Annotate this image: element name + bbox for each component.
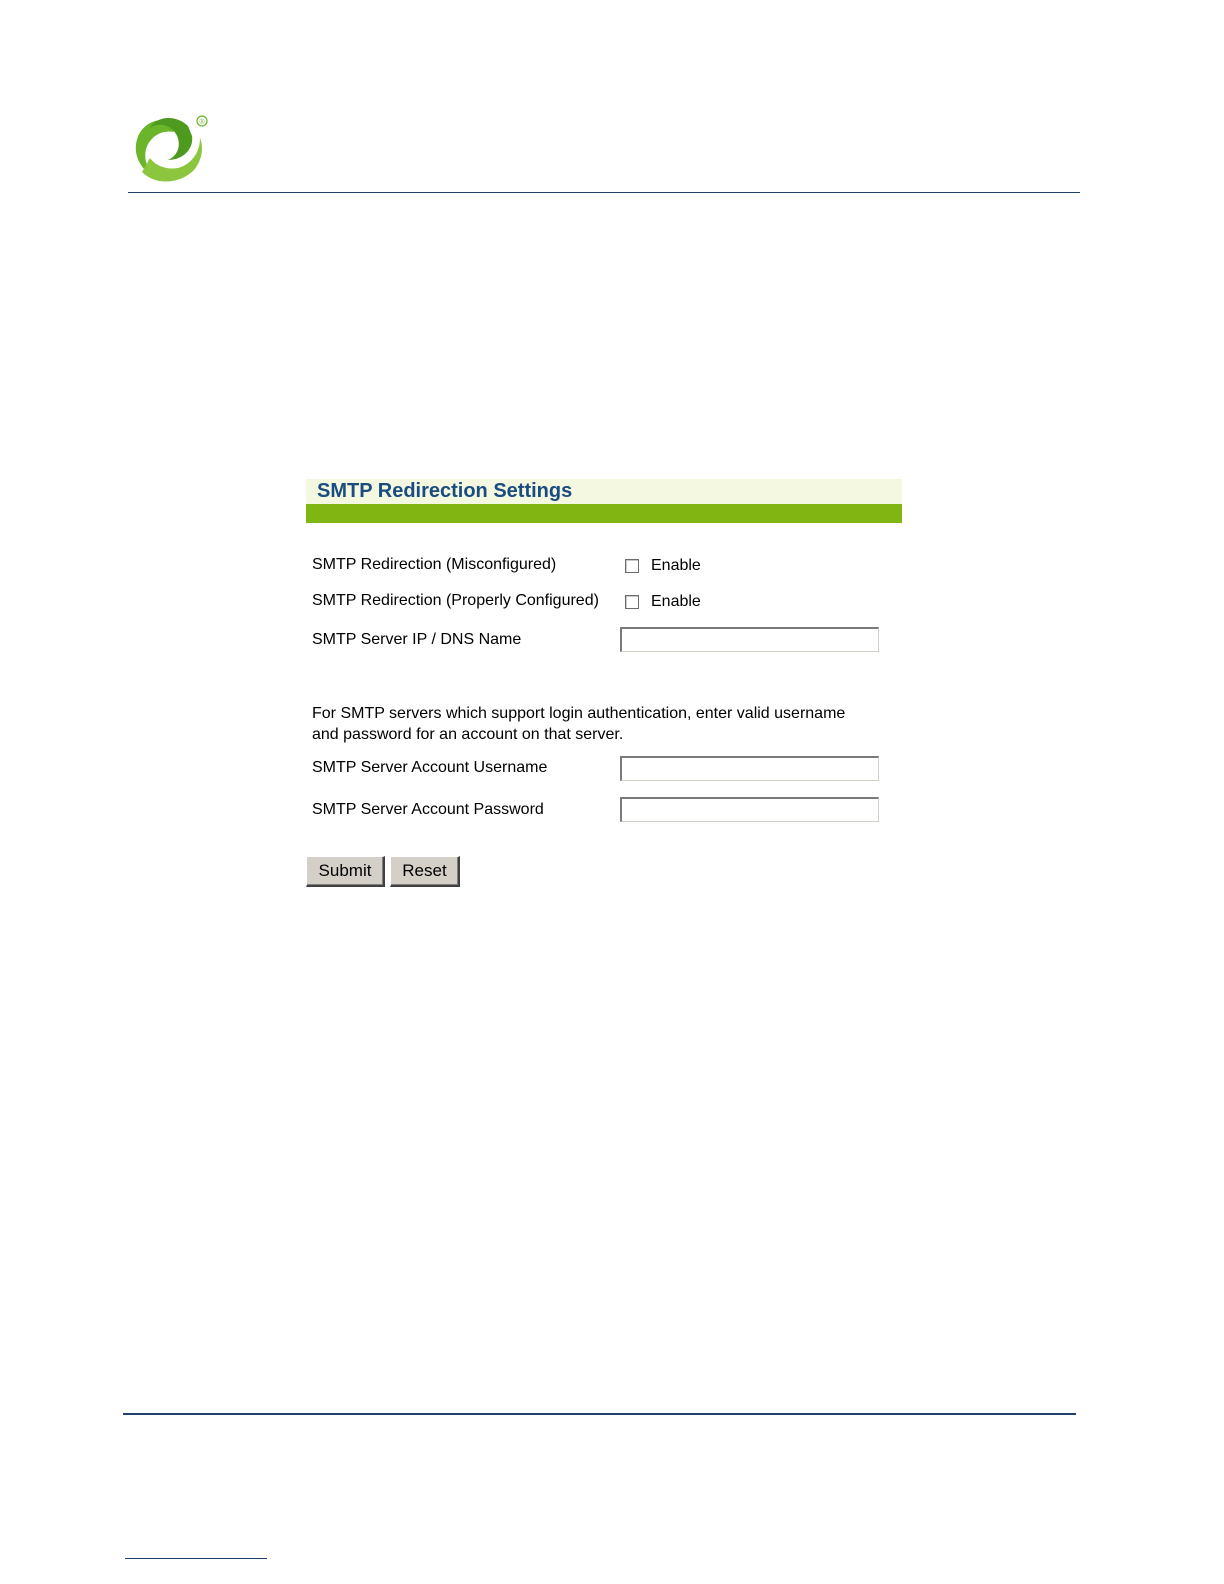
header-divider	[128, 192, 1080, 193]
footer-divider	[123, 1413, 1076, 1415]
panel-title: SMTP Redirection Settings	[317, 480, 573, 502]
username-label: SMTP Server Account Username	[312, 759, 548, 776]
swirl-logo-icon	[128, 112, 212, 186]
panel-accent-bar	[306, 504, 902, 523]
auth-info-line-2: and password for an account on that server.	[312, 726, 624, 743]
panel-header	[306, 479, 902, 504]
username-input[interactable]	[620, 756, 879, 781]
server-label: SMTP Server IP / DNS Name	[312, 631, 522, 648]
misconfigured-label: SMTP Redirection (Misconfigured)	[312, 556, 557, 573]
server-input[interactable]	[620, 627, 879, 652]
footnote-divider	[125, 1558, 267, 1559]
password-input[interactable]	[620, 797, 879, 822]
auth-info-line-1: For SMTP servers which support login authentication, enter valid username	[312, 705, 846, 722]
reset-button[interactable]: Reset	[390, 856, 460, 887]
properly-configured-enable-label[interactable]: Enable	[651, 593, 701, 610]
registered-mark: ®	[199, 119, 205, 126]
submit-button[interactable]: Submit	[306, 856, 385, 887]
password-label: SMTP Server Account Password	[312, 801, 544, 818]
misconfigured-enable-label[interactable]: Enable	[651, 557, 701, 574]
properly-configured-label: SMTP Redirection (Properly Configured)	[312, 592, 599, 609]
auth-info-text	[312, 703, 892, 745]
properly-configured-enable-checkbox[interactable]	[625, 595, 639, 609]
misconfigured-enable-checkbox[interactable]	[625, 559, 639, 573]
